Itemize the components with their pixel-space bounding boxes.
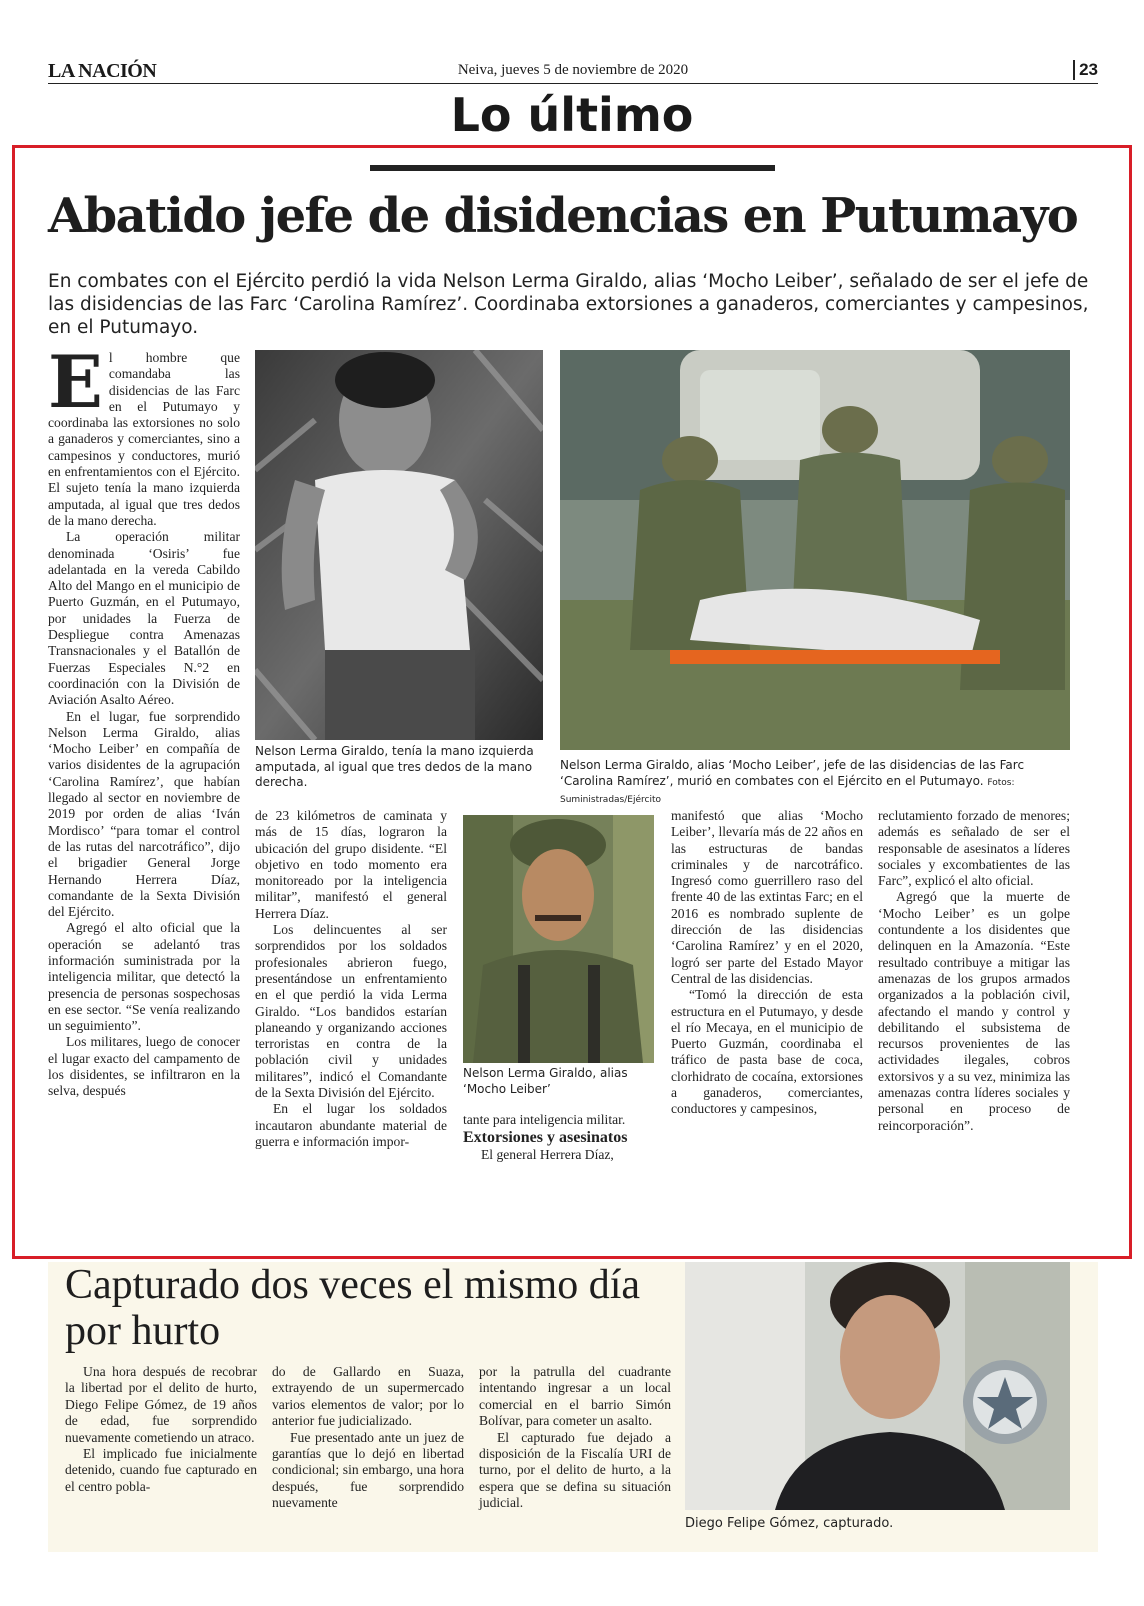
paragraph: Una hora después de recobrar la libertad por el delito de hurto, Diego Felipe Gómez, de 19 años de edad, fue sorprendido nuevamente cometiendo un atraco. [65, 1364, 257, 1445]
paragraph: El implicado fue inicialmente detenido, cuando fue capturado en el centro pobla- [65, 1446, 257, 1494]
paragraph: tante para inteligencia militar. [463, 1112, 626, 1127]
secondary-headline: Capturado dos veces el mismo día por hurto [65, 1262, 641, 1354]
paragraph: do de Gallardo en Suaza, extrayendo de un supermercado varios elementos de valor; por lo anterior fue judicializado. [272, 1364, 464, 1429]
article-column-4 [671, 808, 863, 1118]
secondary-column-2 [272, 1364, 464, 1512]
photo-caption: Nelson Lerma Giraldo, alias ‘Mocho Leiber’ [463, 1066, 628, 1096]
paragraph: Agregó el alto oficial que la operación se adelantó tras información suministrada por la inteligencia militar, que detectó la presencia de personas sospechosas en ese sector. “Se venía realizando un seguimiento”. [48, 920, 240, 1034]
article-column-3 [463, 1112, 655, 1163]
article-column-2 [255, 808, 447, 1150]
paragraph: por la patrulla del cuadrante intentando ingresar a un local comercial en el barrio Simón Bolívar, para cometer un asalto. [479, 1364, 671, 1429]
photo-captured-man-image [685, 1262, 1070, 1510]
article-headline: Abatido jefe de disidencias en Putumayo [48, 188, 1078, 244]
photo-caption-text: Nelson Lerma Giraldo, alias ‘Mocho Leiber’, jefe de las disidencias de las Farc ‘Carolina Ramírez’, murió en combates con el Ejército en el Putumayo. [560, 758, 1025, 788]
paragraph: Fue presentado ante un juez de garantías que lo dejó en libertad condicional; sin embargo, una hora después, fue sorprendido nuevamente [272, 1429, 464, 1511]
paragraph: En el lugar, fue sorprendido Nelson Lerma Giraldo, alias ‘Mocho Leiber’ en compañía de varios disidentes de la agrupación ‘Carolina Ramírez’, que habían llegado al sector en noviembre de 2019 por orden de alias ‘Iván Mordisco’ “para tomar el control de las rutas del narcotráfico”, dijo el brigadier General Jorge Hernando Herrera Díaz, comandante de la Sexta División del Ejército. [48, 708, 240, 920]
page-number: 23 [1073, 60, 1098, 80]
photo-caption: Nelson Lerma Giraldo, tenía la mano izquierda amputada, al igual que tres dedos de la mano derecha. [255, 744, 534, 789]
paragraph: Agregó que la muerte de ‘Mocho Leiber’ es un golpe contundente a los disidentes que delinquen en la Amazonía. “Este resultado contribuye a mitigar las amenazas de los grupos armados organizados a la población civil, afectando el mando y control y debilitando el subsistema de recursos provenientes de las actividades ilegales, cobros extorsivos y a su vez, minimiza las amenazas contra líderes sociales y personal en proceso de reincorporación”. [878, 889, 1070, 1133]
newspaper-logo: LA NACIÓN [48, 60, 157, 82]
photo-suspect-portrait [463, 815, 654, 1063]
article-column-5 [878, 808, 1070, 1134]
headline-rule [370, 165, 775, 171]
photo-suspect-bw [255, 350, 543, 740]
section-title: Lo último [450, 88, 694, 142]
photo-credit: Fotos: Suministradas/Ejército [560, 777, 1015, 805]
paragraph: manifestó que alias ‘Mocho Leiber’, llevaría más de 22 años en las estructuras de bandas criminales y de narcotráfico. Ingresó como guerrillero raso del frente 40 de las extintas Farc; en el 2016 es nombrado suplente de dirección de las disidencias ‘Carolina Ramírez’ y en el 2020, logró ser parte del Estado Mayor Central de las disidencias. [671, 808, 863, 986]
article-column-1 [48, 339, 240, 1100]
paragraph: “Tomó la dirección de esta estructura en el Putumayo, y desde el río Mecaya, en el municipio de Puerto Guzmán, coordinaba el tráfico de pasta base de coca, clorhidrato de cocaína, extorsiones a ganaderos, comerciantes, conductores y campesinos, [671, 987, 863, 1117]
paragraph: El capturado fue dejado a disposición de la Fiscalía URI de turno, por el delito de hurto, a la espera que se defina su situación judicial. [479, 1429, 671, 1511]
paragraph: La operación militar denominada ‘Osiris’ fue adelantada en la vereda Cabildo Alto del Mango en el municipio de Puerto Guzmán, en el Putumayo, por unidades la Fuerza de Despliegue contra Amenazas Transnacionales y el Batallón de Fuerzas Especiales N.°2 en coordinación con la División de Aviación Asalto Aéreo. [48, 529, 240, 708]
article-subheading: Extorsiones y asesinatos [463, 1129, 628, 1147]
photo-soldiers [560, 350, 1070, 750]
paragraph: El general Herrera Díaz, [481, 1146, 614, 1162]
article-lead: En combates con el Ejército perdió la vida Nelson Lerma Giraldo, alias ‘Mocho Leiber’, señalado de ser el jefe de las disidencias de las Farc ‘Carolina Ramírez’. Coordinaba extorsiones a ganaderos, comerciantes y campesinos, en el Putumayo. [48, 271, 1089, 338]
photo-soldiers-image [560, 350, 1070, 750]
photo-suspect-portrait-image [463, 815, 654, 1063]
secondary-column-3 [479, 1364, 671, 1512]
drop-cap: E [48, 339, 103, 424]
photo-suspect-bw-image [255, 350, 543, 740]
paragraph: de 23 kilómetros de caminata y más de 15 días, lograron la ubicación del grupo disidente. “El objetivo en todo momento era monitoreado por la inteligencia militar”, manifestó el general Herrera Díaz. [255, 808, 447, 921]
paragraph: reclutamiento forzado de menores; además es señalado de ser el responsable de asesinatos a líderes sociales y excombatientes de las Farc”, explicó el alto oficial. [878, 808, 1070, 889]
issue-date: Neiva, jueves 5 de noviembre de 2020 [457, 62, 689, 78]
secondary-column-1 [65, 1364, 257, 1495]
paragraph: Los militares, luego de conocer el lugar exacto del campamento de los disidentes, se infiltraron en la selva, después [48, 1034, 240, 1099]
paragraph: Los delincuentes al ser sorprendidos por los soldados profesionales abrieron fuego, presentándose un enfrentamiento en el que perdió la vida Lerma Giraldo. “Los bandidos estarían planeando y organizando acciones terroristas en contra de la población civil y unidades militares”, indicó el Comandante de la Sexta División del Ejército. [255, 922, 447, 1101]
photo-captured-man [685, 1262, 1070, 1510]
photo-caption [560, 758, 1072, 809]
paragraph: l hombre que comandaba las disidencias de las Farc en el Putumayo y coordinaba las extorsiones no solo a ganaderos y comerciantes, sino a campesinos y conductores, murió en enfrentamientos con el Ejército. El sujeto tenía la mano izquierda amputada, al igual que tres dedos de la mano derecha. [48, 350, 240, 528]
masthead [48, 60, 1098, 84]
paragraph: En el lugar los soldados incautaron abundante material de guerra e información impor- [255, 1101, 447, 1149]
photo-caption: Diego Felipe Gómez, capturado. [685, 1516, 894, 1531]
